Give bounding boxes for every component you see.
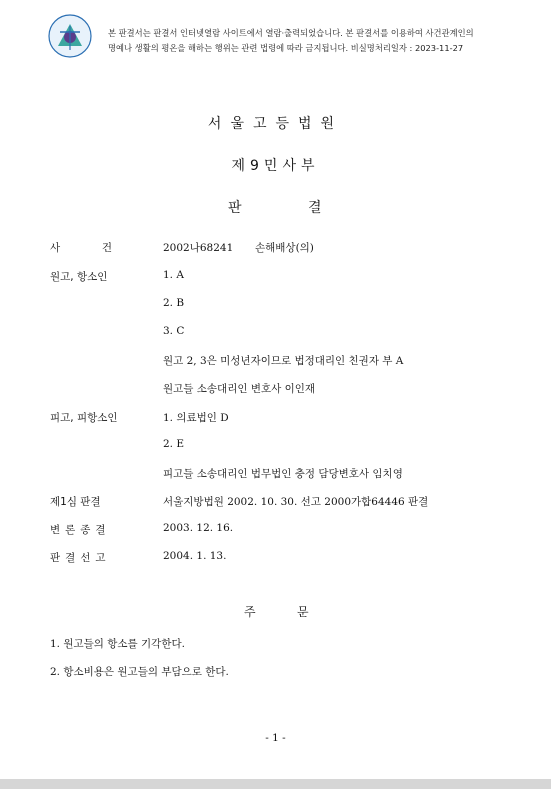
defendant-item: 2. E bbox=[163, 438, 185, 450]
page-number: - 1 - bbox=[265, 732, 286, 744]
main-text-title-char-2: 문 bbox=[297, 605, 309, 619]
first-instance-label: 제1심 판결 bbox=[50, 496, 101, 508]
order-item: 1. 원고들의 항소를 기각한다. bbox=[50, 638, 185, 650]
main-text-title-char-1: 주 bbox=[244, 605, 256, 619]
court-name: 서울고등법원 bbox=[207, 116, 344, 132]
case-label bbox=[50, 240, 112, 255]
case-row bbox=[0, 240, 551, 260]
document-title-char-2: 결 bbox=[308, 200, 322, 216]
case-label-part-2: 건 bbox=[101, 242, 112, 254]
plaintiff-item: 2. B bbox=[163, 297, 185, 309]
order-item: 2. 항소비용은 원고들의 부담으로 한다. bbox=[50, 666, 229, 678]
case-label-part-1: 사 bbox=[50, 242, 61, 254]
document-title-char-1: 판 bbox=[228, 200, 242, 216]
plaintiff-item: 1. A bbox=[163, 269, 184, 281]
hearing-closed-row bbox=[0, 522, 551, 542]
case-name: 손해배상(의) bbox=[255, 242, 314, 254]
plaintiff-row bbox=[0, 269, 551, 289]
plaintiff-guardian-note: 원고 2, 3은 미성년자이므로 법정대리인 친권자 부 A bbox=[163, 355, 404, 367]
first-instance-value: 서울지방법원 2002. 10. 30. 선고 2000가합64446 판결 bbox=[163, 496, 429, 508]
defendant-label: 피고, 피항소인 bbox=[50, 412, 118, 424]
case-number: 2002나68241 bbox=[163, 242, 234, 254]
plaintiff-attorney: 원고들 소송대리인 변호사 이인재 bbox=[163, 383, 316, 395]
hearing-closed-value: 2003. 12. 16. bbox=[163, 522, 234, 534]
notice-line-2: 명예나 생활의 평온을 해하는 행위는 관련 법령에 따라 금지됩니다. 비실명처리일자 : 2023-11-27 bbox=[108, 43, 464, 53]
judgment-date-label: 판결선고 bbox=[50, 552, 111, 564]
notice-line-1: 본 판결서는 판결서 인터넷열람 사이트에서 열람·출력되었습니다. 본 판결서를 이용하여 사건관계인의 bbox=[108, 28, 474, 38]
judgment-date-row bbox=[0, 550, 551, 570]
defendant-row bbox=[0, 410, 551, 430]
division-name: 제9민사부 bbox=[231, 158, 320, 174]
header-notice bbox=[40, 10, 545, 62]
defendant-attorney: 피고들 소송대리인 법무법인 충정 담당변호사 임치영 bbox=[163, 468, 403, 480]
plaintiff-item: 3. C bbox=[163, 325, 185, 337]
first-instance-row bbox=[0, 494, 551, 514]
court-seal-logo bbox=[44, 12, 96, 60]
defendant-item: 1. 의료법인 D bbox=[163, 412, 229, 424]
hearing-closed-label: 변론종결 bbox=[50, 524, 111, 536]
judgment-date-value: 2004. 1. 13. bbox=[163, 550, 227, 562]
plaintiff-label: 원고, 항소인 bbox=[50, 271, 108, 283]
viewer-bottom-bar bbox=[0, 779, 551, 789]
